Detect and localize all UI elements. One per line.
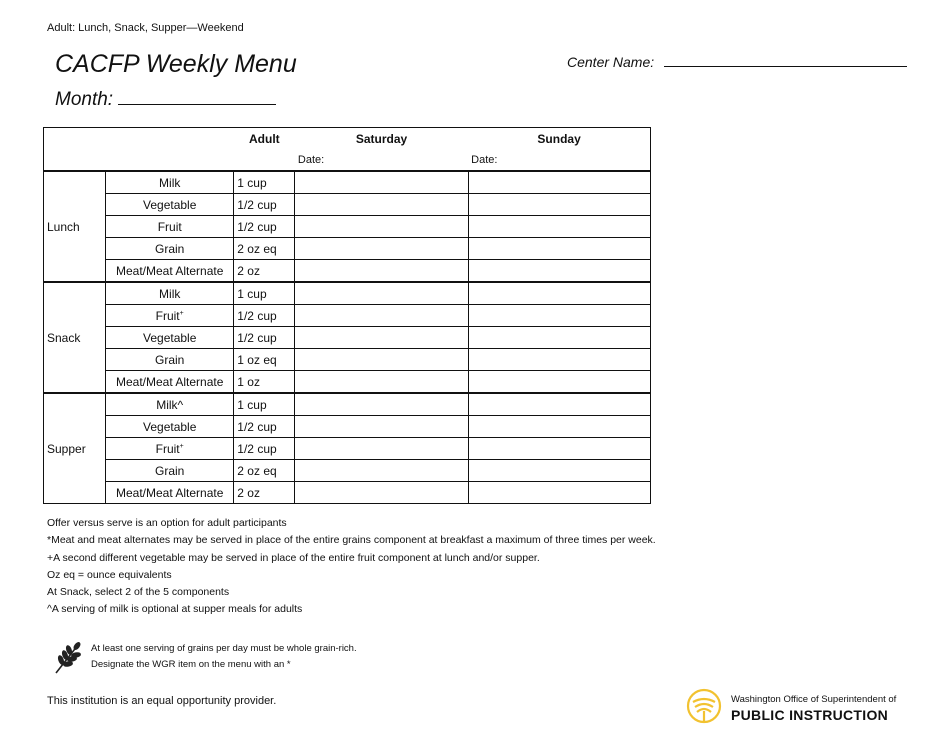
- component-label: Meat/Meat Alternate: [116, 374, 224, 389]
- table-header-row: [44, 128, 651, 151]
- component-label: Grain: [155, 241, 185, 256]
- serving-amount: 1/2 cup: [234, 438, 295, 460]
- serving-amount: 1 cup: [234, 282, 295, 305]
- sunday-menu-cell[interactable]: [468, 393, 650, 416]
- saturday-menu-cell[interactable]: [295, 216, 468, 238]
- component-cell: [106, 282, 234, 305]
- table-row: [44, 349, 651, 371]
- saturday-menu-cell[interactable]: [295, 371, 468, 394]
- component-label: Meat/Meat Alternate: [116, 263, 224, 278]
- component-cell: [106, 327, 234, 349]
- component-label: Milk: [159, 175, 181, 190]
- footnote: +A second different vegetable may be served in place of the entire fruit component at lunch and/or supper.: [47, 551, 540, 564]
- saturday-menu-cell[interactable]: [295, 416, 468, 438]
- component-cell: [106, 305, 234, 327]
- saturday-date-label: Date:: [295, 150, 468, 171]
- table-row: [44, 171, 651, 194]
- component-cell: [106, 482, 234, 504]
- component-cell: [106, 260, 234, 283]
- footnote: At Snack, select 2 of the 5 components: [47, 586, 230, 599]
- sunday-menu-cell[interactable]: [468, 216, 650, 238]
- center-name-field: [567, 52, 907, 70]
- ospi-logo-icon: [686, 688, 722, 724]
- month-label: Month:: [55, 89, 114, 110]
- age-header: Adult: [249, 132, 280, 146]
- equal-opportunity-statement: This institution is an equal opportunity provider.: [47, 695, 277, 707]
- component-label: Vegetable: [143, 419, 197, 434]
- table-row: [44, 194, 651, 216]
- serving-amount: 1 cup: [234, 171, 295, 194]
- whole-grain-note-1: At least one serving of grains per day must be whole grain-rich.: [91, 643, 357, 654]
- table-row: [44, 305, 651, 327]
- org-name-line-2: PUBLIC INSTRUCTION: [731, 707, 889, 723]
- component-superscript: +: [179, 442, 184, 450]
- sunday-menu-cell[interactable]: [468, 349, 650, 371]
- component-cell: [106, 460, 234, 482]
- wheat-icon: [52, 640, 84, 676]
- serving-amount: 1 oz eq: [234, 349, 295, 371]
- component-label: Vegetable: [143, 330, 197, 345]
- saturday-menu-cell[interactable]: [295, 171, 468, 194]
- serving-amount: 1/2 cup: [234, 327, 295, 349]
- meal-name: Lunch: [44, 171, 106, 282]
- saturday-menu-cell[interactable]: [295, 438, 468, 460]
- table-row: [44, 216, 651, 238]
- sunday-date-label: Date:: [468, 150, 650, 171]
- sunday-menu-cell[interactable]: [468, 305, 650, 327]
- serving-amount: 2 oz: [234, 260, 295, 283]
- org-name-line-1: Washington Office of Superintendent of: [731, 694, 897, 705]
- sunday-menu-cell[interactable]: [468, 460, 650, 482]
- serving-amount: 2 oz: [234, 482, 295, 504]
- table-row: [44, 260, 651, 283]
- footnote: Oz eq = ounce equivalents: [47, 568, 172, 581]
- component-label: Fruit: [157, 219, 182, 234]
- table-row: [44, 371, 651, 394]
- center-name-label: Center Name:: [567, 54, 655, 70]
- saturday-menu-cell[interactable]: [295, 194, 468, 216]
- component-label: Fruit: [155, 441, 180, 456]
- serving-amount: 1/2 cup: [234, 305, 295, 327]
- footnotes: [47, 515, 656, 619]
- sunday-menu-cell[interactable]: [468, 482, 650, 504]
- component-cell: [106, 216, 234, 238]
- serving-amount: 1/2 cup: [234, 416, 295, 438]
- saturday-menu-cell[interactable]: [295, 482, 468, 504]
- sunday-menu-cell[interactable]: [468, 260, 650, 283]
- component-cell: [106, 371, 234, 394]
- component-label: Grain: [155, 352, 185, 367]
- footnote: ^A serving of milk is optional at supper meals for adults: [47, 603, 303, 616]
- month-field: [55, 89, 276, 111]
- serving-amount: 2 oz eq: [234, 238, 295, 260]
- sunday-menu-cell[interactable]: [468, 438, 650, 460]
- component-label: Grain: [155, 463, 185, 478]
- sunday-menu-cell[interactable]: [468, 282, 650, 305]
- serving-amount: 1/2 cup: [234, 194, 295, 216]
- component-label: Milk: [159, 286, 181, 301]
- footnote: Offer versus serve is an option for adult participants: [47, 517, 287, 529]
- sunday-menu-cell[interactable]: [468, 238, 650, 260]
- component-cell: [106, 194, 234, 216]
- whole-grain-note-2: Designate the WGR item on the menu with an *: [91, 659, 291, 670]
- table-row: [44, 282, 651, 305]
- page-title: CACFP Weekly Menu: [55, 50, 297, 78]
- saturday-menu-cell[interactable]: [295, 393, 468, 416]
- component-cell: [106, 438, 234, 460]
- component-label: Milk^: [156, 397, 184, 412]
- component-cell: [106, 171, 234, 194]
- menu-table: [43, 127, 651, 504]
- saturday-menu-cell[interactable]: [295, 460, 468, 482]
- sunday-menu-cell[interactable]: [468, 371, 650, 394]
- sunday-menu-cell[interactable]: [468, 416, 650, 438]
- document-tag: Adult: Lunch, Snack, Supper—Weekend: [47, 22, 244, 34]
- saturday-menu-cell[interactable]: [295, 305, 468, 327]
- component-label: Vegetable: [143, 197, 197, 212]
- month-blank-line[interactable]: [118, 90, 276, 105]
- table-row: [44, 482, 651, 504]
- table-row: [44, 327, 651, 349]
- component-superscript: +: [179, 309, 184, 317]
- table-row: [44, 438, 651, 460]
- component-label: Meat/Meat Alternate: [116, 485, 224, 500]
- saturday-header: Saturday: [355, 132, 408, 146]
- table-row: [44, 416, 651, 438]
- component-label: Fruit: [155, 308, 180, 323]
- footnote: *Meat and meat alternates may be served in place of the entire grains component at breakfast a maximum of three times per week.: [47, 534, 656, 547]
- serving-amount: 2 oz eq: [234, 460, 295, 482]
- sunday-menu-cell[interactable]: [468, 327, 650, 349]
- component-cell: [106, 238, 234, 260]
- meal-name: Snack: [44, 282, 106, 393]
- saturday-menu-cell[interactable]: [295, 282, 468, 305]
- serving-amount: 1 cup: [234, 393, 295, 416]
- sunday-menu-cell[interactable]: [468, 194, 650, 216]
- saturday-menu-cell[interactable]: [295, 327, 468, 349]
- saturday-menu-cell[interactable]: [295, 349, 468, 371]
- table-row: [44, 393, 651, 416]
- component-cell: [106, 393, 234, 416]
- table-row: [44, 460, 651, 482]
- component-cell: [106, 416, 234, 438]
- whole-grain-notes: [91, 641, 357, 673]
- serving-amount: 1 oz: [234, 371, 295, 394]
- saturday-menu-cell[interactable]: [295, 260, 468, 283]
- serving-amount: 1/2 cup: [234, 216, 295, 238]
- sunday-header: Sunday: [468, 128, 650, 151]
- saturday-menu-cell[interactable]: [295, 238, 468, 260]
- sunday-menu-cell[interactable]: [468, 171, 650, 194]
- date-row: [44, 150, 651, 171]
- meal-name: Supper: [44, 393, 106, 504]
- component-cell: [106, 349, 234, 371]
- table-row: [44, 238, 651, 260]
- center-name-blank-line[interactable]: [664, 52, 907, 67]
